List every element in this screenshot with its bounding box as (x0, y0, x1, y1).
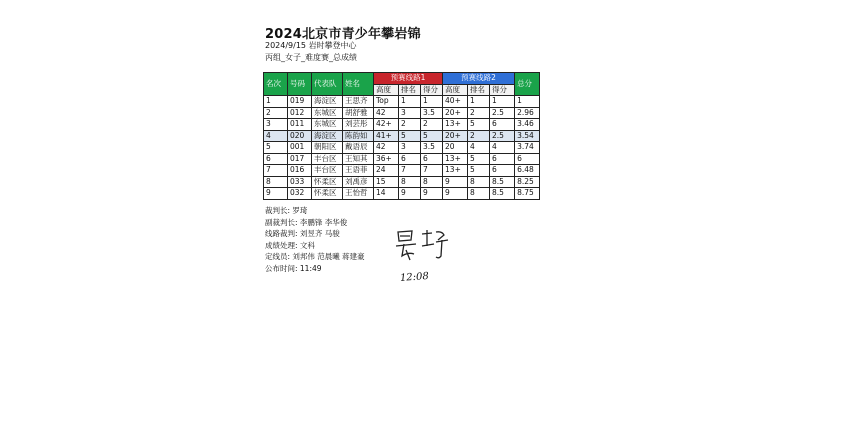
table-row (264, 153, 540, 165)
total-cell: 3.46 (515, 119, 540, 131)
number-cell: 032 (288, 188, 312, 200)
header-rank: 名次 (264, 73, 288, 96)
table-row (264, 107, 540, 119)
height1-cell: 36+ (374, 153, 399, 165)
team-cell: 海淀区 (312, 130, 343, 142)
name-cell: 刘芸彤 (343, 119, 374, 131)
number-cell: 001 (288, 142, 312, 154)
name-cell: 王怡哲 (343, 188, 374, 200)
table-row (264, 176, 540, 188)
height2-cell: 13+ (443, 119, 468, 131)
rank-cell: 5 (264, 142, 288, 154)
results-table (263, 72, 540, 200)
height1-cell: 15 (374, 176, 399, 188)
rank2-cell: 5 (468, 119, 490, 131)
header-row (264, 73, 540, 85)
rank-cell: 2 (264, 107, 288, 119)
total-cell: 1 (515, 96, 540, 108)
height2-cell: 20+ (443, 107, 468, 119)
table-row (264, 188, 540, 200)
rank2-cell: 8 (468, 176, 490, 188)
publish-time: 公布时间: 11:49 (265, 263, 322, 273)
sub-score-2: 得分 (490, 84, 515, 96)
rank1-cell: 9 (399, 188, 421, 200)
height1-cell: 42 (374, 107, 399, 119)
table-row (264, 130, 540, 142)
rank2-cell: 8 (468, 188, 490, 200)
height2-cell: 13+ (443, 153, 468, 165)
score2-cell: 4 (490, 142, 515, 154)
score2-cell: 6 (490, 153, 515, 165)
sub-rank-2: 排名 (468, 84, 490, 96)
header-name: 姓名 (343, 73, 374, 96)
score2-cell: 2.5 (490, 130, 515, 142)
team-cell: 怀柔区 (312, 188, 343, 200)
team-cell: 怀柔区 (312, 176, 343, 188)
total-cell: 3.54 (515, 130, 540, 142)
score1-cell: 6 (421, 153, 443, 165)
table-row (264, 142, 540, 154)
team-cell: 丰台区 (312, 165, 343, 177)
height2-cell: 20+ (443, 130, 468, 142)
height1-cell: 41+ (374, 130, 399, 142)
height1-cell: 42+ (374, 119, 399, 131)
sub-score-1: 得分 (421, 84, 443, 96)
score1-cell: 2 (421, 119, 443, 131)
table-row (264, 119, 540, 131)
deputy-chief-referee: 副裁判长: 李鹏锋 李华俊 (265, 217, 348, 227)
number-cell: 020 (288, 130, 312, 142)
rank1-cell: 3 (399, 107, 421, 119)
sub-height-1: 高度 (374, 84, 399, 96)
name-cell: 胡舒雅 (343, 107, 374, 119)
rank2-cell: 1 (468, 96, 490, 108)
number-cell: 019 (288, 96, 312, 108)
rank-cell: 8 (264, 176, 288, 188)
name-cell: 王思齐 (343, 96, 374, 108)
total-cell: 2.96 (515, 107, 540, 119)
score1-cell: 3.5 (421, 107, 443, 119)
height1-cell: Top (374, 96, 399, 108)
total-cell: 3.74 (515, 142, 540, 154)
rank2-cell: 5 (468, 153, 490, 165)
rank2-cell: 5 (468, 165, 490, 177)
number-cell: 033 (288, 176, 312, 188)
signature-time: 12:08 (399, 271, 430, 284)
competition-group: 丙组_女子_难度赛_总成绩 (265, 53, 357, 62)
results-processing: 成绩处理: 文科 (265, 240, 315, 250)
header-number: 号码 (288, 73, 312, 96)
score1-cell: 8 (421, 176, 443, 188)
rank1-cell: 3 (399, 142, 421, 154)
score2-cell: 2.5 (490, 107, 515, 119)
table-row (264, 96, 540, 108)
header-team: 代表队 (312, 73, 343, 96)
header-total: 总分 (515, 73, 540, 96)
score1-cell: 5 (421, 130, 443, 142)
name-cell: 刘禹彦 (343, 176, 374, 188)
rank-cell: 9 (264, 188, 288, 200)
total-cell: 8.25 (515, 176, 540, 188)
name-cell: 陈韵如 (343, 130, 374, 142)
sub-rank-1: 排名 (399, 84, 421, 96)
number-cell: 017 (288, 153, 312, 165)
height1-cell: 24 (374, 165, 399, 177)
route-judges: 线路裁判: 刘昱齐 马骏 (265, 229, 340, 239)
total-cell: 6.48 (515, 165, 540, 177)
name-cell: 王知其 (343, 153, 374, 165)
header-route2: 预赛线路2 (443, 73, 515, 85)
rank2-cell: 2 (468, 130, 490, 142)
officials-list (265, 205, 365, 275)
score2-cell: 1 (490, 96, 515, 108)
score2-cell: 8.5 (490, 188, 515, 200)
header-route1: 预赛线路1 (374, 73, 443, 85)
score2-cell: 6 (490, 119, 515, 131)
rank-cell: 7 (264, 165, 288, 177)
chief-referee: 裁判长: 罗琦 (265, 206, 308, 215)
name-cell: 王语菲 (343, 165, 374, 177)
height2-cell: 9 (443, 188, 468, 200)
table-row (264, 165, 540, 177)
team-cell: 东城区 (312, 119, 343, 131)
rank1-cell: 2 (399, 119, 421, 131)
rank2-cell: 4 (468, 142, 490, 154)
score1-cell: 9 (421, 188, 443, 200)
rank1-cell: 8 (399, 176, 421, 188)
height2-cell: 40+ (443, 96, 468, 108)
height2-cell: 20 (443, 142, 468, 154)
total-cell: 6 (515, 153, 540, 165)
name-cell: 戴语辰 (343, 142, 374, 154)
rank-cell: 4 (264, 130, 288, 142)
height2-cell: 13+ (443, 165, 468, 177)
rank1-cell: 5 (399, 130, 421, 142)
rank1-cell: 1 (399, 96, 421, 108)
rank2-cell: 2 (468, 107, 490, 119)
height1-cell: 14 (374, 188, 399, 200)
sub-height-2: 高度 (443, 84, 468, 96)
number-cell: 011 (288, 119, 312, 131)
total-cell: 8.75 (515, 188, 540, 200)
event-date-venue: 2024/9/15 岩时攀登中心 (265, 41, 357, 50)
score1-cell: 7 (421, 165, 443, 177)
handwritten-signature (392, 226, 452, 266)
rank-cell: 6 (264, 153, 288, 165)
height2-cell: 9 (443, 176, 468, 188)
team-cell: 朝阳区 (312, 142, 343, 154)
height1-cell: 42 (374, 142, 399, 154)
rank1-cell: 6 (399, 153, 421, 165)
score2-cell: 8.5 (490, 176, 515, 188)
team-cell: 海淀区 (312, 96, 343, 108)
rank1-cell: 7 (399, 165, 421, 177)
rank-cell: 1 (264, 96, 288, 108)
number-cell: 012 (288, 107, 312, 119)
document-title: 2024北京市青少年攀岩锦 (265, 27, 421, 42)
score1-cell: 1 (421, 96, 443, 108)
route-setters: 定线员: 刘邦伟 范晨曦 蒋建豪 (265, 252, 365, 262)
score1-cell: 3.5 (421, 142, 443, 154)
team-cell: 丰台区 (312, 153, 343, 165)
rank-cell: 3 (264, 119, 288, 131)
number-cell: 016 (288, 165, 312, 177)
score2-cell: 6 (490, 165, 515, 177)
team-cell: 东城区 (312, 107, 343, 119)
